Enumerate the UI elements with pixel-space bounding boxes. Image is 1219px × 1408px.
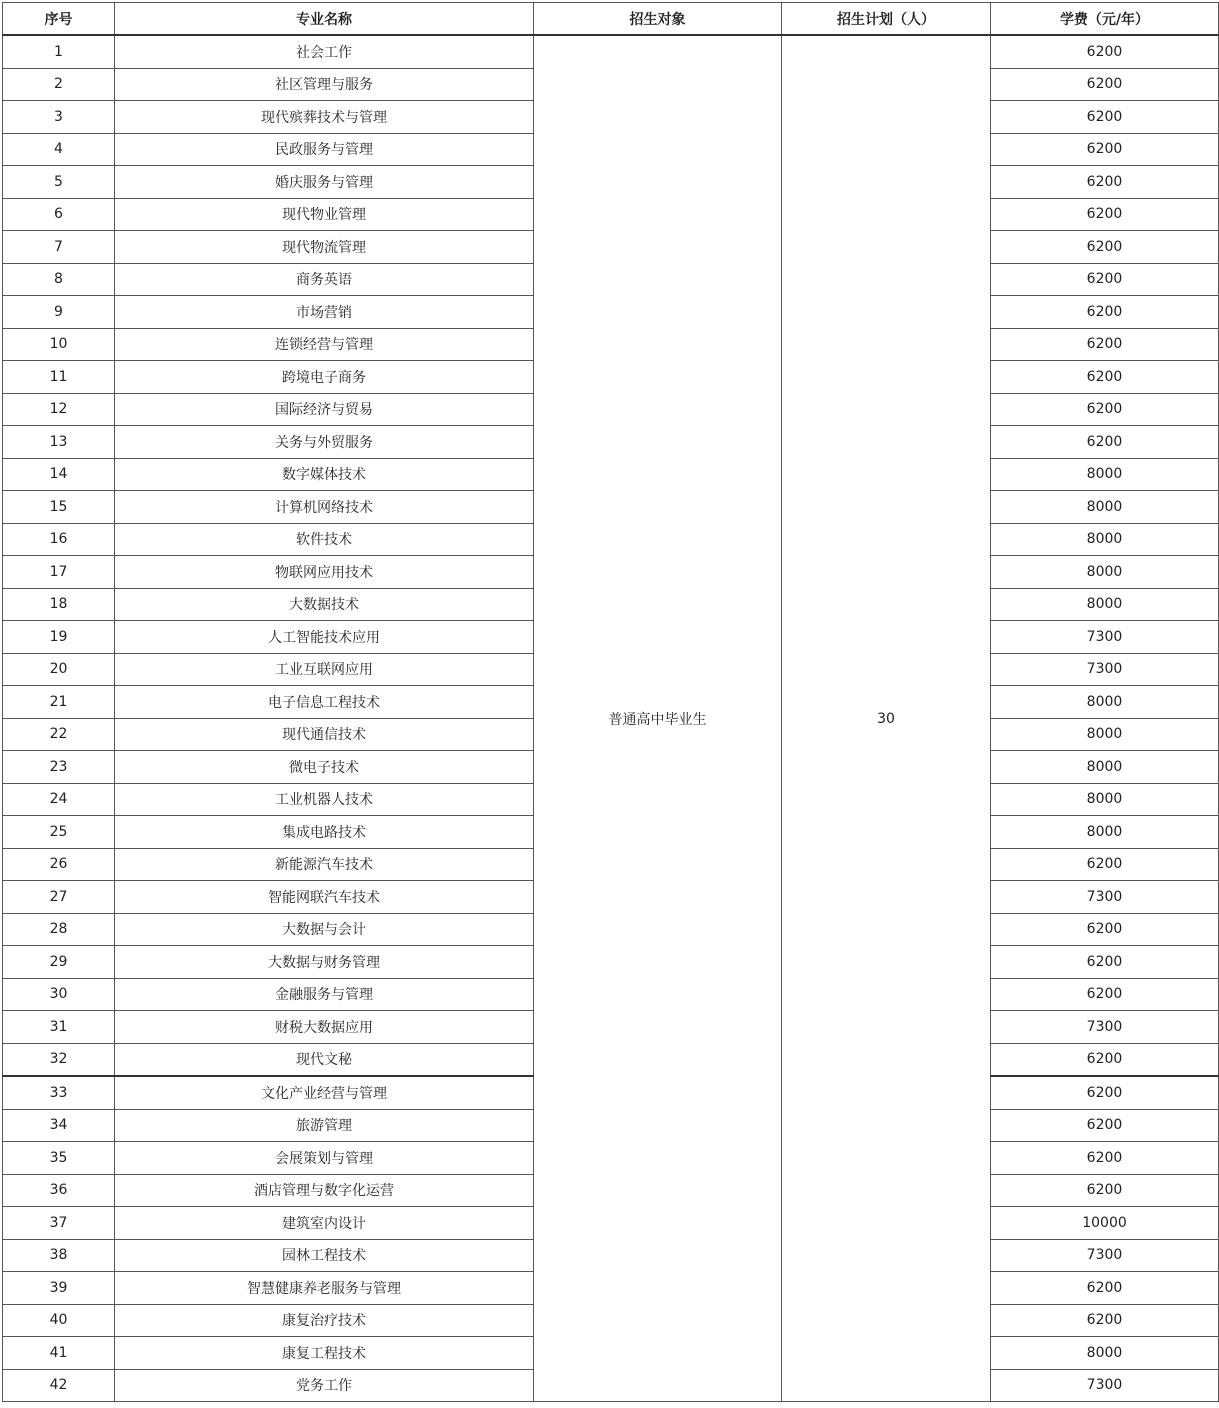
header-fee: 学费（元/年）: [991, 3, 1219, 36]
header-target: 招生对象: [534, 3, 782, 36]
row-major-name: 连锁经营与管理: [115, 328, 534, 361]
row-fee: 8000: [991, 686, 1219, 719]
row-seq: 5: [3, 166, 115, 199]
row-fee: 7300: [991, 881, 1219, 914]
row-fee: 7300: [991, 1369, 1219, 1402]
row-fee: 6200: [991, 1109, 1219, 1142]
row-fee: 6200: [991, 296, 1219, 329]
row-seq: 40: [3, 1304, 115, 1337]
row-seq: 28: [3, 913, 115, 946]
row-fee: 6200: [991, 328, 1219, 361]
row-fee: 6200: [991, 133, 1219, 166]
row-seq: 35: [3, 1142, 115, 1175]
row-fee: 7300: [991, 653, 1219, 686]
row-major-name: 国际经济与贸易: [115, 393, 534, 426]
row-fee: 6200: [991, 198, 1219, 231]
row-fee: 8000: [991, 491, 1219, 524]
row-fee: 6200: [991, 1142, 1219, 1175]
row-major-name: 现代文秘: [115, 1043, 534, 1076]
row-fee: 8000: [991, 1337, 1219, 1370]
row-seq: 21: [3, 686, 115, 719]
row-seq: 17: [3, 556, 115, 589]
row-major-name: 建筑室内设计: [115, 1207, 534, 1240]
row-seq: 4: [3, 133, 115, 166]
row-seq: 15: [3, 491, 115, 524]
row-major-name: 软件技术: [115, 523, 534, 556]
row-fee: 6200: [991, 166, 1219, 199]
row-major-name: 社区管理与服务: [115, 68, 534, 101]
row-fee: 8000: [991, 751, 1219, 784]
row-major-name: 社会工作: [115, 35, 534, 68]
row-seq: 9: [3, 296, 115, 329]
row-fee: 6200: [991, 35, 1219, 68]
row-seq: 31: [3, 1011, 115, 1044]
row-fee: 8000: [991, 556, 1219, 589]
row-major-name: 文化产业经营与管理: [115, 1076, 534, 1109]
row-major-name: 智能网联汽车技术: [115, 881, 534, 914]
row-seq: 37: [3, 1207, 115, 1240]
target-cell: 普通高中毕业生: [534, 35, 782, 1402]
row-seq: 2: [3, 68, 115, 101]
row-seq: 18: [3, 588, 115, 621]
row-major-name: 大数据技术: [115, 588, 534, 621]
row-seq: 6: [3, 198, 115, 231]
row-fee: 8000: [991, 588, 1219, 621]
row-seq: 33: [3, 1076, 115, 1109]
header-plan: 招生计划（人）: [782, 3, 991, 36]
row-major-name: 旅游管理: [115, 1109, 534, 1142]
row-major-name: 电子信息工程技术: [115, 686, 534, 719]
row-seq: 36: [3, 1174, 115, 1207]
row-fee: 6200: [991, 1304, 1219, 1337]
row-major-name: 数字媒体技术: [115, 458, 534, 491]
row-fee: 6200: [991, 913, 1219, 946]
row-seq: 16: [3, 523, 115, 556]
header-seq: 序号: [3, 3, 115, 36]
row-seq: 41: [3, 1337, 115, 1370]
row-major-name: 金融服务与管理: [115, 978, 534, 1011]
row-fee: 6200: [991, 101, 1219, 134]
row-seq: 7: [3, 231, 115, 264]
row-major-name: 现代物业管理: [115, 198, 534, 231]
header-major: 专业名称: [115, 3, 534, 36]
row-seq: 24: [3, 783, 115, 816]
row-seq: 10: [3, 328, 115, 361]
row-seq: 34: [3, 1109, 115, 1142]
row-major-name: 酒店管理与数字化运营: [115, 1174, 534, 1207]
row-major-name: 新能源汽车技术: [115, 848, 534, 881]
row-seq: 42: [3, 1369, 115, 1402]
row-fee: 6200: [991, 426, 1219, 459]
row-fee: 6200: [991, 231, 1219, 264]
row-fee: 6200: [991, 946, 1219, 979]
row-fee: 8000: [991, 458, 1219, 491]
row-major-name: 微电子技术: [115, 751, 534, 784]
row-major-name: 市场营销: [115, 296, 534, 329]
row-major-name: 民政服务与管理: [115, 133, 534, 166]
row-major-name: 现代物流管理: [115, 231, 534, 264]
row-fee: 10000: [991, 1207, 1219, 1240]
row-seq: 30: [3, 978, 115, 1011]
row-fee: 6200: [991, 1272, 1219, 1305]
row-major-name: 现代通信技术: [115, 718, 534, 751]
row-major-name: 关务与外贸服务: [115, 426, 534, 459]
header-row: [3, 3, 1219, 36]
enrollment-table: [2, 2, 1219, 1402]
row-seq: 3: [3, 101, 115, 134]
row-seq: 32: [3, 1043, 115, 1076]
row-seq: 22: [3, 718, 115, 751]
row-fee: 6200: [991, 263, 1219, 296]
row-seq: 39: [3, 1272, 115, 1305]
row-fee: 8000: [991, 816, 1219, 849]
row-seq: 20: [3, 653, 115, 686]
row-major-name: 集成电路技术: [115, 816, 534, 849]
row-major-name: 大数据与财务管理: [115, 946, 534, 979]
row-major-name: 康复治疗技术: [115, 1304, 534, 1337]
row-seq: 12: [3, 393, 115, 426]
table-row: [3, 35, 1219, 68]
row-major-name: 智慧健康养老服务与管理: [115, 1272, 534, 1305]
row-major-name: 计算机网络技术: [115, 491, 534, 524]
row-major-name: 大数据与会计: [115, 913, 534, 946]
row-seq: 13: [3, 426, 115, 459]
row-major-name: 人工智能技术应用: [115, 621, 534, 654]
row-major-name: 现代殡葬技术与管理: [115, 101, 534, 134]
row-fee: 7300: [991, 1239, 1219, 1272]
row-fee: 7300: [991, 1011, 1219, 1044]
row-fee: 6200: [991, 1076, 1219, 1109]
row-seq: 27: [3, 881, 115, 914]
row-major-name: 跨境电子商务: [115, 361, 534, 394]
row-seq: 25: [3, 816, 115, 849]
row-major-name: 工业机器人技术: [115, 783, 534, 816]
row-seq: 1: [3, 35, 115, 68]
row-major-name: 物联网应用技术: [115, 556, 534, 589]
row-seq: 11: [3, 361, 115, 394]
row-fee: 8000: [991, 523, 1219, 556]
plan-cell: 30: [782, 35, 991, 1402]
row-seq: 26: [3, 848, 115, 881]
row-fee: 6200: [991, 1043, 1219, 1076]
row-major-name: 婚庆服务与管理: [115, 166, 534, 199]
row-seq: 8: [3, 263, 115, 296]
row-fee: 7300: [991, 621, 1219, 654]
row-fee: 6200: [991, 361, 1219, 394]
row-fee: 6200: [991, 1174, 1219, 1207]
row-major-name: 党务工作: [115, 1369, 534, 1402]
row-major-name: 园林工程技术: [115, 1239, 534, 1272]
row-fee: 6200: [991, 848, 1219, 881]
row-seq: 29: [3, 946, 115, 979]
row-fee: 8000: [991, 718, 1219, 751]
row-fee: 6200: [991, 978, 1219, 1011]
row-major-name: 商务英语: [115, 263, 534, 296]
row-major-name: 康复工程技术: [115, 1337, 534, 1370]
row-fee: 6200: [991, 393, 1219, 426]
row-seq: 23: [3, 751, 115, 784]
row-fee: 8000: [991, 783, 1219, 816]
row-fee: 6200: [991, 68, 1219, 101]
row-major-name: 会展策划与管理: [115, 1142, 534, 1175]
row-seq: 19: [3, 621, 115, 654]
row-seq: 14: [3, 458, 115, 491]
row-seq: 38: [3, 1239, 115, 1272]
row-major-name: 工业互联网应用: [115, 653, 534, 686]
row-major-name: 财税大数据应用: [115, 1011, 534, 1044]
